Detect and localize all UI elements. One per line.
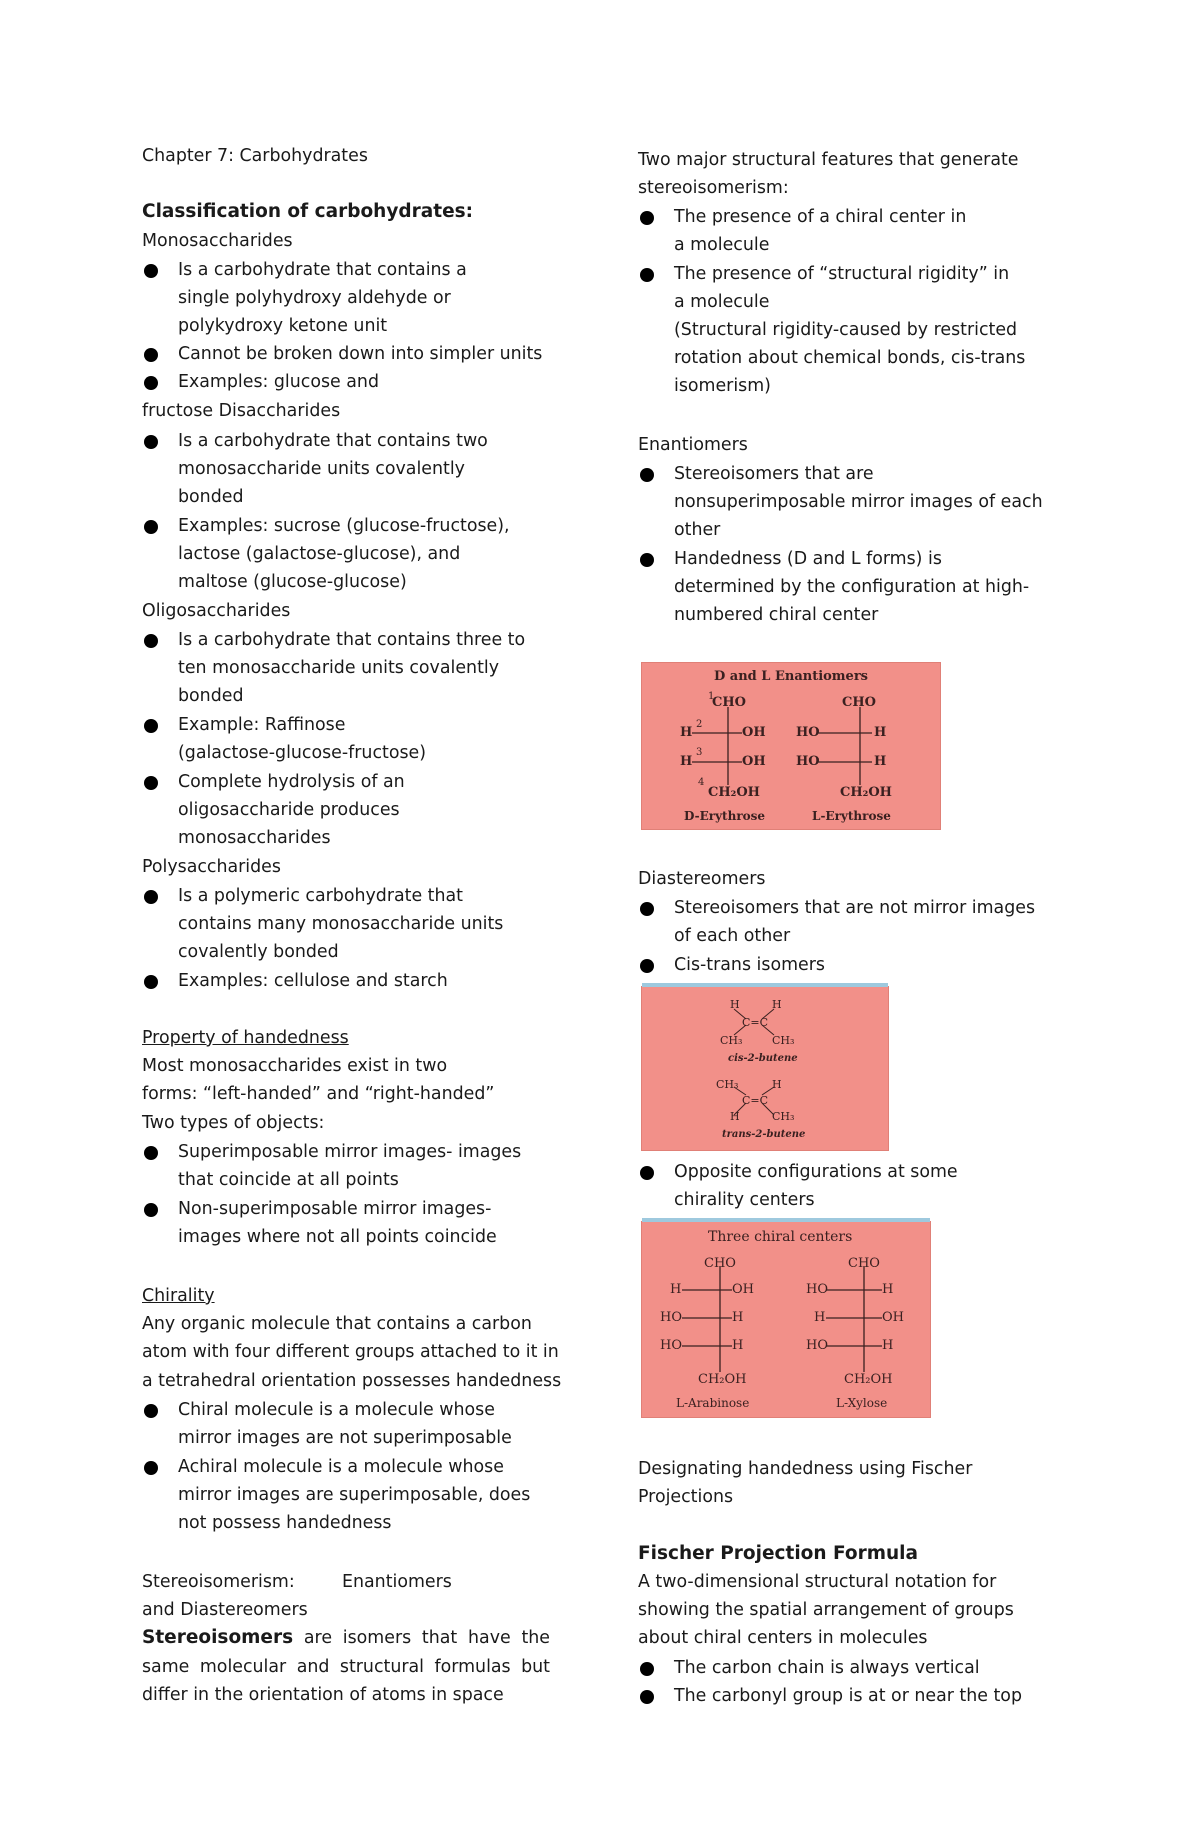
bullet-icon <box>640 553 654 567</box>
cis-2-butene-label: cis-2-butene <box>728 1053 798 1064</box>
bullet-icon <box>640 1662 654 1676</box>
ho-group: HO <box>806 1338 828 1353</box>
paragraph-line: Two major structural features that generate <box>638 150 1019 170</box>
bullet-icon <box>144 1146 158 1160</box>
list-item: rotation about chemical bonds, cis-trans <box>674 348 1026 368</box>
ch3-group: CH₃ <box>720 1034 743 1047</box>
list-item: Non-superimposable mirror images- <box>178 1199 492 1219</box>
list-item: Opposite configurations at some <box>674 1162 958 1182</box>
bullet-icon <box>144 719 158 733</box>
bond-lines <box>642 987 888 1150</box>
bullet-icon <box>144 520 158 534</box>
ch2oh-group: CH₂OH <box>708 785 760 800</box>
cis-trans-figure <box>641 986 889 1151</box>
h-atom: H <box>730 998 740 1011</box>
list-item: covalently bonded <box>178 942 339 962</box>
ch3-group: CH₃ <box>772 1110 795 1123</box>
ho-group: HO <box>660 1310 682 1325</box>
list-item: polykydroxy ketone unit <box>178 316 388 336</box>
paragraph-line <box>142 1568 452 1596</box>
list-item: ten monosaccharide units covalently <box>178 658 500 678</box>
cho-group: CHO <box>704 1256 736 1271</box>
paragraph-line: Any organic molecule that contains a carbon <box>142 1314 532 1334</box>
figure-title: D and L Enantiomers <box>714 669 869 684</box>
position-number: 2 <box>696 719 703 730</box>
figure-title: Three chiral centers <box>708 1229 853 1245</box>
enantiomers-label: Enantiomers <box>638 435 748 455</box>
list-item: Examples: sucrose (glucose-fructose), <box>178 516 510 536</box>
ch3-group: CH₃ <box>772 1034 795 1047</box>
list-item: (Structural rigidity-caused by restricted <box>674 320 1018 340</box>
list-item: isomerism) <box>674 376 771 396</box>
list-item: Stereoisomers that are <box>674 464 874 484</box>
list-item: Examples: glucose and <box>178 372 379 392</box>
paragraph-line <box>142 1624 550 1652</box>
list-item: bonded <box>178 686 244 706</box>
list-item: lactose (galactose-glucose), and <box>178 544 461 564</box>
list-item: monosaccharides <box>178 828 331 848</box>
paragraph-line: stereoisomerism: <box>638 178 789 198</box>
fischer-lines <box>642 663 940 829</box>
ho-group: HO <box>796 725 820 740</box>
bullet-icon <box>144 435 158 449</box>
paragraph-line: forms: “left-handed” and “right-handed” <box>142 1084 495 1104</box>
cho-group: CHO <box>848 1256 880 1271</box>
double-bond: C=C <box>742 1094 769 1107</box>
bullet-icon <box>640 468 654 482</box>
list-item: that coincide at all points <box>178 1170 399 1190</box>
h-group: H <box>814 1310 826 1325</box>
bullet-icon <box>144 1461 158 1475</box>
list-item: numbered chiral center <box>674 605 879 625</box>
position-number: 1 <box>708 691 715 702</box>
h-group: H <box>874 754 887 769</box>
list-item: The carbonyl group is at or near the top <box>674 1686 1022 1706</box>
list-item: a molecule <box>674 235 770 255</box>
h-group: H <box>732 1310 744 1325</box>
list-item: determined by the configuration at high- <box>674 577 1030 597</box>
list-item: Chiral molecule is a molecule whose <box>178 1400 495 1420</box>
paragraph-line: A two-dimensional structural notation for <box>638 1572 997 1592</box>
polysaccharides-label: Polysaccharides <box>142 857 281 877</box>
bullet-icon <box>640 211 654 225</box>
paragraph-line: differ in the orientation of atoms in space <box>142 1685 504 1705</box>
paragraph-line: showing the spatial arrangement of groups <box>638 1600 1014 1620</box>
ho-group: HO <box>796 754 820 769</box>
list-item: (galactose-glucose-fructose) <box>178 743 427 763</box>
list-item: Complete hydrolysis of an <box>178 772 405 792</box>
h-group: H <box>670 1282 682 1297</box>
double-bond: C=C <box>742 1016 769 1029</box>
chiral-centers-figure <box>641 1221 931 1418</box>
ho-group: HO <box>660 1338 682 1353</box>
h-atom: H <box>730 1110 740 1123</box>
list-item: other <box>674 520 721 540</box>
h-group: H <box>680 725 693 740</box>
list-item: a molecule <box>674 292 770 312</box>
diastereomers-label: Diastereomers <box>638 869 766 889</box>
list-item: monosaccharide units covalently <box>178 459 465 479</box>
bullet-icon <box>144 776 158 790</box>
list-item: The presence of “structural rigidity” in <box>674 264 1010 284</box>
bullet-icon <box>144 264 158 278</box>
chirality-heading: Chirality <box>142 1286 215 1306</box>
trans-2-butene-label: trans-2-butene <box>722 1129 806 1140</box>
list-item: Examples: cellulose and starch <box>178 971 448 991</box>
list-item: fructose Disaccharides <box>142 401 341 421</box>
list-item: contains many monosaccharide units <box>178 914 504 934</box>
cho-group: CHO <box>712 695 746 710</box>
h-group: H <box>882 1282 894 1297</box>
paragraph-line: Projections <box>638 1487 734 1507</box>
position-number: 4 <box>698 777 705 788</box>
oh-group: OH <box>742 725 766 740</box>
h-group: H <box>732 1338 744 1353</box>
fischer-heading: Fischer Projection Formula <box>638 1543 918 1564</box>
list-item: not possess handedness <box>178 1513 392 1533</box>
ch2oh-group: CH₂OH <box>840 785 892 800</box>
h-group: H <box>680 754 693 769</box>
bullet-icon <box>144 348 158 362</box>
paragraph-line: Two types of objects: <box>142 1113 325 1133</box>
paragraph-line: about chiral centers in molecules <box>638 1628 928 1648</box>
enantiomers-word: Enantiomers <box>342 1572 452 1592</box>
bullet-icon <box>144 890 158 904</box>
list-item: Example: Raffinose <box>178 715 346 735</box>
paragraph-line: same molecular and structural formulas but <box>142 1657 550 1677</box>
list-item: bonded <box>178 487 244 507</box>
list-item: oligosaccharide produces <box>178 800 400 820</box>
list-item: Is a carbohydrate that contains two <box>178 431 488 451</box>
ch2oh-group: CH₂OH <box>698 1372 747 1387</box>
list-item: Stereoisomers that are not mirror images <box>674 898 1036 918</box>
list-item: single polyhydroxy aldehyde or <box>178 288 451 308</box>
bullet-icon <box>144 975 158 989</box>
position-number: 3 <box>696 747 703 758</box>
list-item: nonsuperimposable mirror images of each <box>674 492 1043 512</box>
ch2oh-group: CH₂OH <box>844 1372 893 1387</box>
list-item: images where not all points coincide <box>178 1227 497 1247</box>
bullet-icon <box>640 959 654 973</box>
list-item: The carbon chain is always vertical <box>674 1658 980 1678</box>
h-group: H <box>874 725 887 740</box>
l-xylose-label: L-Xylose <box>836 1396 888 1410</box>
list-item: Cis-trans isomers <box>674 955 825 975</box>
ho-group: HO <box>806 1282 828 1297</box>
list-item: The presence of a chiral center in <box>674 207 967 227</box>
enantiomers-figure <box>641 662 941 830</box>
h-group: H <box>882 1338 894 1353</box>
l-erythrose-label: L-Erythrose <box>812 809 891 823</box>
bullet-icon <box>640 268 654 282</box>
monosaccharides-label: Monosaccharides <box>142 231 293 251</box>
ch3-group: CH₃ <box>716 1078 739 1091</box>
bullet-icon <box>144 1404 158 1418</box>
bullet-icon <box>640 902 654 916</box>
cho-group: CHO <box>842 695 876 710</box>
oh-group: OH <box>732 1282 754 1297</box>
stereoisomers-term: Stereoisomers <box>142 1627 294 1648</box>
bullet-icon <box>144 634 158 648</box>
handedness-heading: Property of handedness <box>142 1028 349 1048</box>
d-erythrose-label: D-Erythrose <box>684 809 766 823</box>
l-arabinose-label: L-Arabinose <box>676 1396 750 1410</box>
list-item: chirality centers <box>674 1190 815 1210</box>
oligosaccharides-label: Oligosaccharides <box>142 601 291 621</box>
stereoisomers-definition: are isomers that have the <box>293 1628 550 1648</box>
list-item: mirror images are superimposable, does <box>178 1485 531 1505</box>
paragraph-line: a tetrahedral orientation possesses handedness <box>142 1371 562 1391</box>
bullet-icon <box>144 376 158 390</box>
bullet-icon <box>640 1690 654 1704</box>
h-atom: H <box>772 1078 782 1091</box>
paragraph-line: atom with four different groups attached to it in <box>142 1342 559 1362</box>
paragraph-line: Most monosaccharides exist in two <box>142 1056 448 1076</box>
bullet-icon <box>144 1203 158 1217</box>
list-item: Is a carbohydrate that contains a <box>178 260 467 280</box>
oh-group: OH <box>882 1310 904 1325</box>
list-item: mirror images are not superimposable <box>178 1428 512 1448</box>
list-item: Superimposable mirror images- images <box>178 1142 522 1162</box>
stereoisomerism-label: Stereoisomerism: <box>142 1572 295 1592</box>
list-item: of each other <box>674 926 791 946</box>
list-item: Is a carbohydrate that contains three to <box>178 630 526 650</box>
oh-group: OH <box>742 754 766 769</box>
list-item: Cannot be broken down into simpler units <box>178 344 543 364</box>
paragraph-line: Designating handedness using Fischer <box>638 1459 973 1479</box>
bullet-icon <box>640 1166 654 1180</box>
list-item: Handedness (D and L forms) is <box>674 549 942 569</box>
list-item: maltose (glucose-glucose) <box>178 572 407 592</box>
list-item: Achiral molecule is a molecule whose <box>178 1457 504 1477</box>
list-item: Is a polymeric carbohydrate that <box>178 886 463 906</box>
paragraph-line: and Diastereomers <box>142 1600 308 1620</box>
classification-heading: Classification of carbohydrates: <box>142 201 474 222</box>
chapter-title: Chapter 7: Carbohydrates <box>142 146 368 166</box>
h-atom: H <box>772 998 782 1011</box>
